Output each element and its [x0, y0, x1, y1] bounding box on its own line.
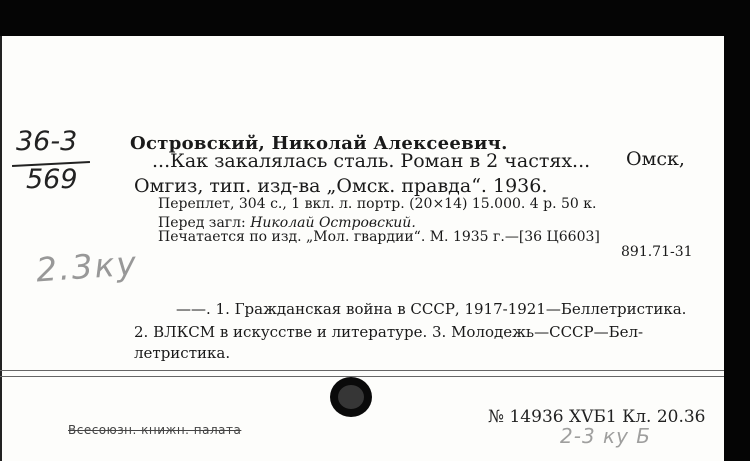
registry-number: № 14936 XVБ1 Кл. 20.36 [488, 407, 706, 427]
call-number-top: 36-3 [16, 126, 78, 157]
scan-border-top [0, 0, 750, 36]
punch-hole [330, 377, 372, 417]
subject-line-2: 2. ВЛКСМ в искусстве и литературе. 3. Молодежь—СССР—Бел- [134, 323, 644, 341]
author-heading: Островский, Николай Алексеевич. [130, 133, 508, 154]
pencil-scribble: 2-3 ку Б [560, 424, 652, 448]
title-line: ...Как закалялась сталь. Роман в 2 частях... [152, 150, 591, 172]
subject-line-1: ——. 1. Гражданская война в СССР, 1917-1921—Беллетристика. [176, 300, 687, 318]
title-note-label: Перед загл: [158, 215, 246, 231]
title-note [158, 216, 416, 230]
reprint-note: Печатается по изд. „Мол. гвардии“. М. 1935 г.—[36 Ц6603] [158, 229, 600, 245]
classification-number: 891.71-31 [621, 244, 693, 260]
subject-line-3: летристика. [134, 344, 231, 362]
publisher-stamp: Всесоюзн. книжн. палата [68, 423, 242, 437]
title-note-value: Николай Островский. [250, 215, 416, 231]
physical-description: Переплет, 304 с., 1 вкл. л. портр. (20×14) 15.000. 4 р. 50 к. [158, 196, 597, 212]
rule-lower [0, 376, 724, 377]
publisher-line: Омгиз, тип. изд-ва „Омск. правда“. 1936. [134, 175, 548, 197]
place-of-publication: Омск, [626, 148, 685, 170]
call-number-bottom: 569 [26, 164, 78, 195]
rule-upper [0, 370, 724, 371]
scan-border-left [0, 36, 2, 461]
scan-border-right [724, 0, 750, 461]
pencil-mark: 2.3ку [34, 243, 140, 290]
